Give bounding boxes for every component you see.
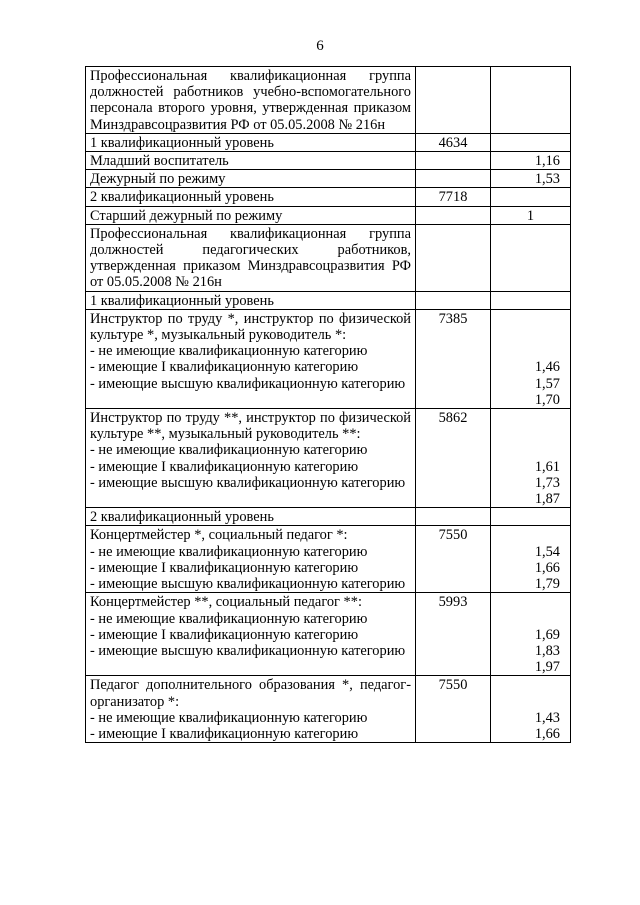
- category-item: - имеющие высшую квалификационную категорию: [90, 642, 406, 659]
- category-item: - не имеющие квалификационную категорию: [90, 442, 368, 459]
- salary-cell: 7718: [416, 188, 491, 206]
- salary-cell: [416, 224, 491, 291]
- qualification-table: [85, 66, 571, 743]
- coefficient-value: 1,70: [534, 391, 560, 408]
- coefficient-value: 1,87: [534, 491, 560, 508]
- level-cell: 1 квалификационный уровень: [86, 133, 416, 151]
- table-row: [86, 133, 571, 151]
- coefficient-value: 1,66: [534, 725, 560, 742]
- salary-cell: [416, 206, 491, 224]
- coefficient-cell: 1: [491, 206, 571, 224]
- coefficient-value: 1,83: [534, 642, 560, 659]
- category-item: - имеющие высшую квалификационную категорию: [90, 375, 406, 392]
- salary-cell: 7550: [416, 676, 491, 743]
- table-row: [86, 409, 571, 508]
- table-row: [86, 526, 571, 593]
- position-cell: Младший воспитатель: [86, 152, 416, 170]
- coefficient-value: 1,43: [534, 709, 560, 726]
- category-item: - не имеющие квалификационную категорию: [90, 709, 368, 726]
- coefficient-cell: [491, 224, 571, 291]
- position-title: Концертмейстер **, социальный педагог **:: [90, 594, 362, 611]
- table-row: [86, 170, 571, 188]
- position-group-cell: [86, 676, 416, 743]
- table-row: [86, 309, 571, 408]
- salary-cell: 7385: [416, 309, 491, 408]
- salary-cell: 5993: [416, 593, 491, 676]
- category-item: - имеющие I квалификационную категорию: [90, 359, 359, 376]
- position-title: Инструктор по труду **, инструктор по физической культуре **, музыкальный руководитель **:: [90, 410, 411, 443]
- category-item: - имеющие I квалификационную категорию: [90, 626, 359, 643]
- category-item: - не имеющие квалификационную категорию: [90, 343, 368, 360]
- coefficient-value: 1,61: [534, 458, 560, 475]
- table-row: [86, 67, 571, 134]
- coefficient-value: 1,54: [534, 543, 560, 560]
- position-cell: Старший дежурный по режиму: [86, 206, 416, 224]
- coefficient-cell: 1,53: [491, 170, 571, 188]
- category-item: - имеющие высшую квалификационную категорию: [90, 576, 406, 593]
- salary-cell: [416, 508, 491, 526]
- position-cell: Дежурный по режиму: [86, 170, 416, 188]
- category-item: - имеющие I квалификационную категорию: [90, 458, 359, 475]
- table-row: [86, 508, 571, 526]
- level-cell: 2 квалификационный уровень: [86, 188, 416, 206]
- table-row: [86, 206, 571, 224]
- coefficient-cell: [491, 67, 571, 134]
- table-row: [86, 676, 571, 743]
- page-number: 6: [316, 38, 324, 54]
- table-row: [86, 291, 571, 309]
- coefficient-value: 1,66: [534, 559, 560, 576]
- coefficient-cell: [491, 309, 571, 408]
- salary-cell: 5862: [416, 409, 491, 508]
- salary-cell: [416, 152, 491, 170]
- level-cell: 1 квалификационный уровень: [86, 291, 416, 309]
- table-row: [86, 188, 571, 206]
- position-group-cell: [86, 409, 416, 508]
- salary-cell: 4634: [416, 133, 491, 151]
- coefficient-cell: [491, 133, 571, 151]
- category-item: - не имеющие квалификационную категорию: [90, 610, 368, 627]
- position-group-cell: [86, 526, 416, 593]
- coefficient-cell: [491, 526, 571, 593]
- category-item: - не имеющие квалификационную категорию: [90, 543, 368, 560]
- level-cell: 2 квалификационный уровень: [86, 508, 416, 526]
- table-row: [86, 593, 571, 676]
- coefficient-value: 1,97: [534, 659, 560, 676]
- position-group-cell: [86, 593, 416, 676]
- category-item: - имеющие I квалификационную категорию: [90, 559, 359, 576]
- coefficient-value: 1,73: [534, 474, 560, 491]
- salary-cell: [416, 291, 491, 309]
- coefficient-cell: [491, 291, 571, 309]
- salary-cell: [416, 67, 491, 134]
- coefficient-cell: [491, 188, 571, 206]
- coefficient-value: 1,79: [534, 576, 560, 593]
- coefficient-value: 1,69: [534, 626, 560, 643]
- coefficient-cell: 1,16: [491, 152, 571, 170]
- table-row: [86, 224, 571, 291]
- coefficient-cell: [491, 508, 571, 526]
- group-header-cell: Профессиональная квалификационная группа должностей педагогических работников, утвержденная приказом Минздравсоцразвития РФ от 05.05.2008 № 216н: [86, 224, 416, 291]
- coefficient-value: 1,46: [534, 359, 560, 376]
- position-title: Инструктор по труду *, инструктор по физической культуре *, музыкальный руководитель *:: [90, 310, 411, 344]
- coefficient-cell: [491, 676, 571, 743]
- salary-cell: 7550: [416, 526, 491, 593]
- coefficient-cell: [491, 593, 571, 676]
- position-title: Педагог дополнительного образования *, педагог-организатор *:: [90, 677, 411, 710]
- position-group-cell: [86, 309, 416, 408]
- category-item: - имеющие I квалификационную категорию: [90, 725, 359, 742]
- salary-cell: [416, 170, 491, 188]
- coefficient-cell: [491, 409, 571, 508]
- coefficient-value: 1,57: [534, 375, 560, 392]
- table-row: [86, 152, 571, 170]
- group-header-cell: Профессиональная квалификационная группа должностей работников учебно-вспомогательного персонала второго уровня, утвержденная приказом Минздравсоцразвития РФ от 05.05.2008 № 216н: [86, 67, 416, 134]
- category-item: - имеющие высшую квалификационную категорию: [90, 474, 406, 491]
- position-title: Концертмейстер *, социальный педагог *:: [90, 527, 348, 544]
